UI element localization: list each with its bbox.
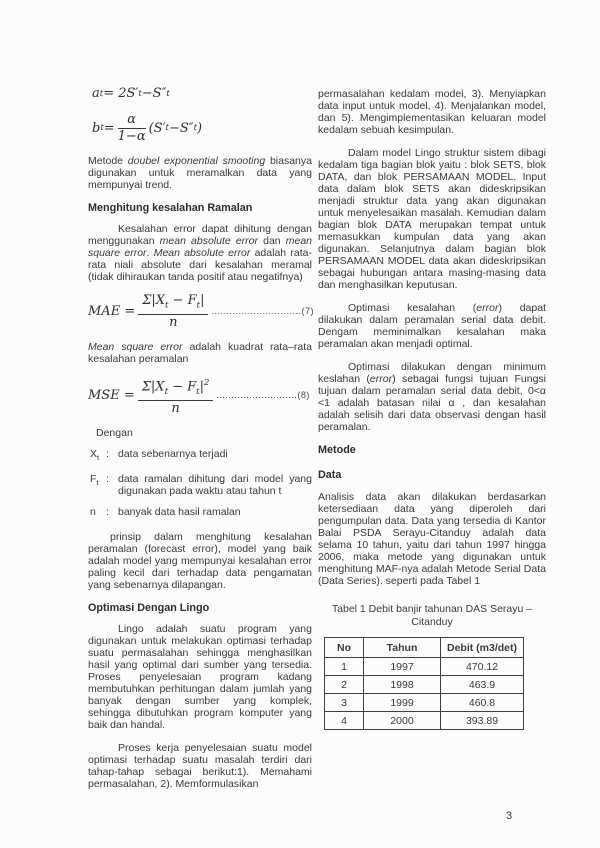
table-caption: Tabel 1 Debit banjir tahunan DAS Serayu – Citanduy <box>331 603 533 628</box>
paragraph-analisis-data: Analisis data akan dilakukan berdasarkan ketersediaan data yang diperoleh dari pengumpulan data. Data yang tersedia di Kantor Balai PSDA Serayu-Citanduy adalah data selama 10 tahun, yaitu dari tahun 1997 hingga 2006, maka metode yang digunakan untuk menghitung MAF-nya adalah Metode Serial Data (Data Series). seperti pada Tabel 1 <box>318 491 546 587</box>
cell-debit: 460.8 <box>441 694 524 712</box>
paragraph-permasalahan: permasalahan kedalam model, 3). Menyiapkan data input untuk model, 4). Menjalankan model, dan 5). Mengimplementasikan keluaran model kedalam sebuah kesimpulan. <box>318 88 546 136</box>
cell-tahun: 2000 <box>364 712 441 730</box>
heading-menghitung-kesalahan: Menghitung kesalahan Ramalan <box>88 202 253 214</box>
heading-optimasi-dengan-lingo: Optimasi Dengan Lingo <box>88 601 210 614</box>
definition-term: n <box>90 505 96 518</box>
table-row <box>325 658 524 676</box>
definition-term: $X_t$ <box>90 447 100 462</box>
table-header-no: No <box>325 638 364 658</box>
label-dengan: Dengan <box>96 426 133 439</box>
page-number: 3 <box>506 810 513 822</box>
definition-colon: : <box>106 447 109 460</box>
equation-mae: MAE = $\frac{\Sigma|X_t - F_t|}{n}$ ..............................(7) <box>88 293 314 330</box>
cell-debit: 393.89 <box>441 712 524 730</box>
debit-table <box>324 637 524 730</box>
table-row <box>325 712 524 730</box>
table-row <box>325 694 524 712</box>
cell-tahun: 1999 <box>364 694 441 712</box>
paragraph-optimasi-dilakukan: Optimasi dilakukan dengan minimum keslahan (error) sebagai fungsi tujuan Fungsi tujuan dalam peramalan serial data debit, 0<α <1 adalah batasan nilai α , dan kesalahan adalah selisih dari data observasi dengan hasil peramalan. <box>318 361 546 433</box>
definition-colon: : <box>106 505 109 518</box>
cell-debit: 463.9 <box>441 676 524 694</box>
cell-no: 2 <box>325 676 364 694</box>
left-column <box>88 86 312 801</box>
table-header-tahun: Tahun <box>364 638 441 658</box>
table-row <box>325 676 524 694</box>
cell-tahun: 1998 <box>364 676 441 694</box>
definition-xt <box>90 448 312 464</box>
definition-n <box>90 506 312 522</box>
paragraph-lingo: Lingo adalah suatu program yang digunakan untuk melakukan optimasi terhadap suatu permasalahan sehingga menghasilkan hasil yang optimal dari sumber yang tersedia. Proses penyelesaian program kadang membutuhkan perhitungan dalam jumlah yang banyak dengan sumber yang komplek, sehingga dibutuhkan program komputer yang baik dan handal. <box>88 622 312 731</box>
paragraph-prinsip: prinsip dalam menghitung kesalahan peramalan (forecast error), model yang baik adalah model yang mempunyai kesalahan error paling kecil dari terhadap data pengamatan yang sebenarnya dilapangan. <box>88 530 312 591</box>
table-header-debit: Debit (m3/det) <box>441 638 524 658</box>
definition-ft <box>90 473 312 497</box>
cell-debit: 470.12 <box>441 658 524 676</box>
cell-no: 1 <box>325 658 364 676</box>
cell-no: 4 <box>325 712 364 730</box>
definition-desc: data sebenarnya terjadi <box>118 447 228 460</box>
paragraph-double-exponential: Metode doubel exponential smooting biasanya digunakan untuk meramalkan data yang mempunyai trend. <box>88 155 312 191</box>
equation-mse: MSE = $\frac{\Sigma|X_t - F_t|^2}{n}$ ...........................(8) <box>88 377 310 416</box>
equation-b: b t = $\frac{\alpha}{1-\alpha}$ (S′ t −S″ t ) <box>92 112 203 144</box>
heading-metode: Metode <box>318 444 356 456</box>
cell-tahun: 1997 <box>364 658 441 676</box>
paragraph-kesalahan-error: Kesalahan error dapat dihitung dengan menggunakan mean absolute error dan mean square error. Mean absolute error adalah rata- rata niali absolute dari kesalahan meramal (tidak dihiraukan tanda positif atau negatifnya) <box>88 223 312 283</box>
definition-colon: : <box>106 472 109 485</box>
definition-desc: banyak data hasil ramalan <box>118 505 241 518</box>
definition-term: $F_t$ <box>90 472 99 487</box>
paragraph-proses-kerja: Proses kerja penyelesaian suatu model optimasi terhadap suatu masalah terdiri dari tahap-tahap sebagai berikut:1). Memahami permasalahan, 2). Memformulasikan <box>88 741 312 790</box>
paragraph-optimasi-kesalahan: Optimasi kesalahan (error) dapat dilakukan dalam peramalan serial data debit. Dengam meminimalkan kesalahan maka peramalan akan menjadi optimal. <box>318 302 546 350</box>
cell-no: 3 <box>325 694 364 712</box>
paragraph-dalam-model-lingo: Dalam model Lingo struktur sistem dibagi kedalam tiga bagian blok yaitu : blok SETS, blok DATA, dan blok PERSAMAAN MODEL. Input data dalam blok SETS akan dideskripsikan menjadi struktur data yang akan digunakan untuk menyelesaikan masalah. Kemudian dalam bagian blok DATA merupakan tempat untuk memasukkan kumpulan data yang akan digunakan. Selanjutnya dalam bagian blok PERSAMAAN MODEL data akan dideskripsikan sebagai hubungan antara masing-masing data dan menghasilkan keputusan. <box>318 147 546 291</box>
equation-a: a t = 2S′ t −S″ t <box>92 86 170 101</box>
right-column <box>318 88 546 730</box>
definition-desc: data ramalan dihitung dari model yang digunakan pada waktu atau tahun t <box>118 472 312 497</box>
heading-data: Data <box>318 469 342 481</box>
paragraph-mean-square-error: Mean square error adalah kuadrat rata–rata kesalahan peramalan <box>88 340 312 365</box>
table-header-row <box>325 638 524 658</box>
